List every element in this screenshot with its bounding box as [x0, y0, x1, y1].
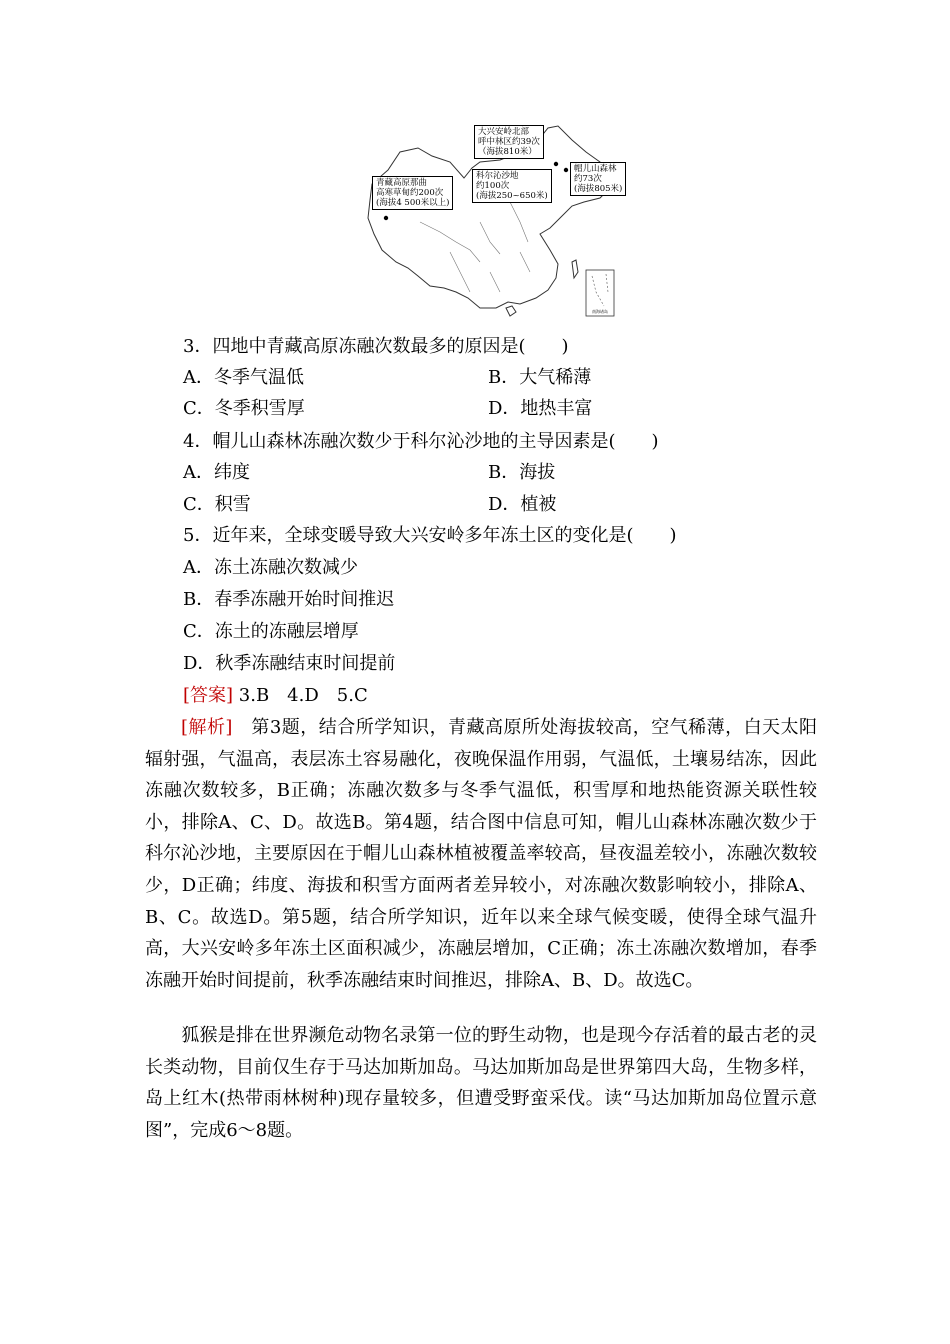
label-maoer: 帽儿山森林 约73次 (海拔805米)	[570, 162, 626, 196]
label-qinghai: 青藏高原那曲 高寒草甸约200次 (海拔4 500米以上)	[372, 176, 453, 210]
q4-stem: 4．帽儿山森林冻融次数少于科尔沁沙地的主导因素是( )	[183, 431, 659, 452]
q3-stem: 3．四地中青藏高原冻融次数最多的原因是( )	[183, 336, 569, 357]
q5-option-b: B．春季冻融开始时间推迟	[183, 589, 395, 610]
q3-option-c: C．冬季积雪厚	[183, 398, 305, 419]
taiwan-island	[572, 260, 578, 278]
hainan-island	[506, 306, 516, 316]
q4-option-b: B．海拔	[488, 462, 556, 483]
point-maoer	[564, 168, 568, 172]
q5-stem: 5．近年来，全球变暖导致大兴安岭多年冻土区的变化是( )	[183, 525, 677, 546]
china-map-figure	[360, 122, 623, 320]
q3-option-b: B．大气稀薄	[488, 367, 592, 388]
point-daxinganling	[554, 162, 558, 166]
q4-option-d: D．植被	[488, 494, 557, 515]
point-qinghai	[384, 216, 388, 220]
q3-option-d: D．地热丰富	[488, 398, 593, 419]
q5-option-a: A．冻土冻融次数减少	[183, 557, 358, 578]
q5-option-d: D．秋季冻融结束时间提前	[183, 653, 396, 674]
analysis-text: 第3题，结合所学知识，青藏高原所处海拔较高，空气稀薄，白天太阳辐射强，气温高，表层冻土容易融化，夜晚保温作用弱，气温低，土壤易结冻，因此冻融次数较多，B正确；冻融次数多与冬季气温低，积雪厚和地热能资源关联性较小，排除A、C、D。故选B。第4题，结合图中信息可知，帽儿山森林冻融次数少于科尔沁沙地，主要原因在于帽儿山森林植被覆盖率较高，昼夜温差较小，冻融次数较少，D正确；纬度、海拔和积雪方面两者差异较小，对冻融次数影响较小，排除A、B、C。故选D。第5题，结合所学知识，近年以来全球气候变暖，使得全球气温升高，大兴安岭多年冻土区面积减少，冻融层增加，C正确；冻土冻融次数增加，春季冻融开始时间提前，秋季冻融结束时间推迟，排除A、B、D。故选C。	[145, 717, 818, 991]
analysis-tag: [解析]	[181, 717, 233, 738]
q4-option-a: A．纬度	[183, 462, 250, 483]
answer-text: 3.B 4.D 5.C	[233, 685, 368, 706]
q4-option-c: C．积雪	[183, 494, 251, 515]
inset-label: 南海诸岛	[592, 309, 608, 314]
label-horqin: 科尔沁沙地 约100次 (海拔250~650米)	[472, 169, 552, 203]
q5-option-c: C．冻土的冻融层增厚	[183, 621, 359, 642]
province-lines	[420, 202, 530, 292]
q3-option-a: A．冬季气温低	[183, 367, 304, 388]
label-daxinganling: 大兴安岭北部 呼中林区约39次 （海拔810米）	[474, 125, 544, 159]
answer-tag: [答案]	[183, 685, 234, 706]
analysis-paragraph	[145, 712, 817, 996]
answer-line	[183, 684, 368, 708]
intro-paragraph: 狐猴是排在世界濒危动物名录第一位的野生动物，也是现今存活着的最古老的灵长类动物，目前仅生存于马达加斯加岛。马达加斯加岛是世界第四大岛，生物多样，岛上红木(热带雨林树种)现存量较多，但遭受野蛮采伐。读“马达加斯加岛位置示意图”，完成6～8题。	[145, 1025, 817, 1141]
